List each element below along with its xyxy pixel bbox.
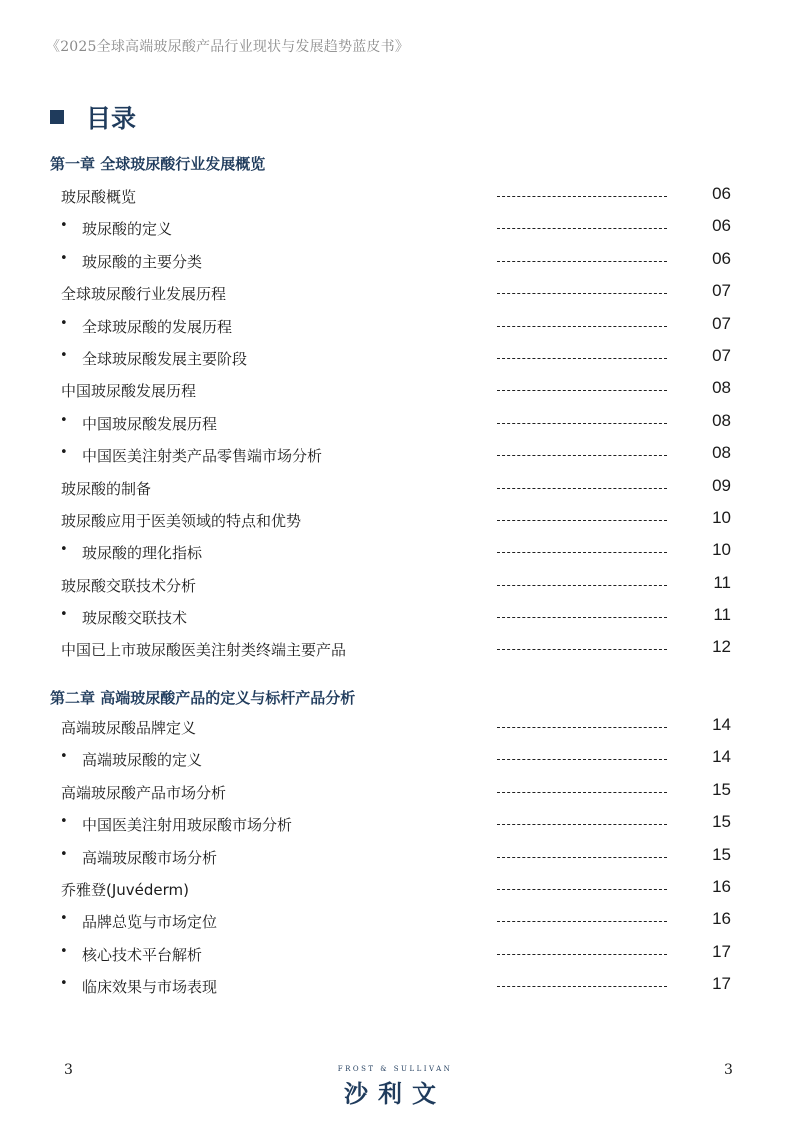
bullet-icon: • — [60, 250, 68, 266]
document-header: 《2025全球高端玻尿酸产品行业现状与发展趋势蓝皮书》 — [46, 39, 410, 55]
toc-entry-label: 玻尿酸应用于医美领域的特点和优势 — [61, 511, 302, 530]
toc-entry-page-number: 07 — [712, 281, 731, 301]
page-number-left: 3 — [64, 1062, 73, 1078]
toc-title: 目录 — [86, 104, 137, 133]
chapter-1-title: 第一章 全球玻尿酸行业发展概览 — [50, 155, 266, 173]
toc-entry[interactable] — [0, 602, 790, 634]
dot-leader — [497, 520, 667, 521]
dot-leader — [497, 390, 667, 391]
toc-entry[interactable] — [0, 440, 790, 472]
toc-entry[interactable] — [0, 278, 790, 310]
toc-entry-page-number: 09 — [712, 475, 731, 495]
toc-entry-page-number: 15 — [712, 844, 731, 864]
toc-entry-page-number: 15 — [712, 812, 731, 832]
toc-entry-page-number: 14 — [712, 715, 731, 734]
dot-leader — [497, 921, 667, 922]
toc-entry-page-number: 10 — [712, 540, 731, 560]
toc-entry-label: 中国医美注射用玻尿酸市场分析 — [82, 816, 293, 835]
toc-entry[interactable] — [0, 634, 790, 666]
dot-leader — [497, 649, 667, 650]
toc-entry-label: 玻尿酸概览 — [61, 188, 137, 206]
dot-leader — [497, 358, 667, 359]
dot-leader — [497, 488, 667, 489]
toc-entry-label: 玻尿酸的制备 — [61, 479, 152, 498]
dot-leader — [497, 727, 667, 728]
toc-entry-label: 玻尿酸的定义 — [82, 220, 173, 239]
bullet-icon: • — [60, 445, 68, 461]
dot-leader — [497, 585, 667, 586]
bullet-icon: • — [60, 347, 68, 363]
toc-entry-label: 临床效果与市场表现 — [82, 978, 218, 997]
toc-entry-label: 核心技术平台解析 — [82, 945, 203, 964]
toc-entry[interactable] — [0, 570, 790, 602]
toc-entry[interactable] — [0, 343, 790, 375]
toc-entry-page-number: 12 — [712, 637, 731, 657]
chapter-2-entries — [0, 712, 790, 1004]
toc-entry-page-number: 06 — [712, 248, 731, 268]
toc-entry-page-number: 11 — [713, 572, 731, 592]
toc-entry[interactable] — [0, 874, 790, 906]
toc-entry-label: 乔雅登(Juvéderm) — [61, 880, 190, 899]
frost-sullivan-logo — [330, 1065, 460, 1109]
toc-entry[interactable] — [0, 181, 790, 213]
toc-entry-label: 全球玻尿酸行业发展历程 — [61, 285, 227, 304]
dot-leader — [497, 792, 667, 793]
toc-entry-page-number: 11 — [713, 605, 731, 625]
dot-leader — [497, 954, 667, 955]
toc-entry[interactable] — [0, 809, 790, 841]
toc-entry-label: 中国玻尿酸发展历程 — [82, 414, 218, 433]
toc-entry-label: 中国玻尿酸发展历程 — [61, 382, 197, 401]
chapter-1-entries — [0, 181, 790, 667]
toc-entry-page-number: 06 — [712, 184, 731, 203]
chapter-2-title: 第二章 高端玻尿酸产品的定义与标杆产品分析 — [50, 689, 356, 707]
toc-entry-label: 玻尿酸的主要分类 — [82, 252, 203, 271]
toc-heading — [50, 100, 136, 134]
toc-entry[interactable] — [0, 842, 790, 874]
toc-entry-page-number: 16 — [712, 876, 731, 896]
toc-entry-label: 全球玻尿酸发展主要阶段 — [82, 349, 248, 368]
toc-entry[interactable] — [0, 712, 790, 744]
logo-chinese-text: 沙利文 — [344, 1080, 446, 1108]
toc-entry-label: 高端玻尿酸的定义 — [82, 751, 203, 770]
dot-leader — [497, 455, 667, 456]
bullet-icon: • — [60, 943, 68, 959]
toc-entry-label: 高端玻尿酸产品市场分析 — [61, 783, 227, 802]
dot-leader — [497, 196, 667, 197]
dot-leader — [497, 759, 667, 760]
toc-entry-label: 中国已上市玻尿酸医美注射类终端主要产品 — [61, 641, 347, 660]
square-bullet-icon — [50, 110, 64, 124]
toc-entry-page-number: 16 — [712, 909, 731, 929]
logo-english-text: FROST & SULLIVAN — [337, 1065, 453, 1073]
toc-entry[interactable] — [0, 537, 790, 569]
bullet-icon: • — [60, 846, 68, 862]
toc-entry[interactable] — [0, 777, 790, 809]
bullet-icon: • — [60, 814, 68, 830]
dot-leader — [497, 824, 667, 825]
toc-entry-page-number: 08 — [712, 410, 731, 430]
toc-entry-page-number: 10 — [712, 507, 731, 527]
toc-entry-label: 玻尿酸交联技术 — [82, 609, 188, 628]
toc-entry-page-number: 08 — [712, 378, 731, 398]
dot-leader — [497, 617, 667, 618]
dot-leader — [497, 857, 667, 858]
toc-entry[interactable] — [0, 906, 790, 938]
dot-leader — [497, 889, 667, 890]
toc-entry-page-number: 08 — [712, 443, 731, 463]
dot-leader — [497, 261, 667, 262]
toc-entry[interactable] — [0, 744, 790, 776]
toc-entry[interactable] — [0, 311, 790, 343]
toc-entry[interactable] — [0, 939, 790, 971]
toc-entry-page-number: 07 — [712, 345, 731, 365]
toc-entry[interactable] — [0, 375, 790, 407]
toc-entry-page-number: 17 — [712, 941, 731, 961]
toc-entry-label: 高端玻尿酸品牌定义 — [61, 719, 197, 737]
toc-entry-label: 玻尿酸交联技术分析 — [61, 576, 197, 595]
toc-entry[interactable] — [0, 408, 790, 440]
bullet-icon: • — [60, 976, 68, 992]
bullet-icon: • — [60, 607, 68, 623]
toc-entry-page-number: 14 — [712, 747, 731, 767]
toc-entry-page-number: 06 — [712, 216, 731, 236]
bullet-icon: • — [60, 412, 68, 428]
dot-leader — [497, 293, 667, 294]
toc-entry-label: 品牌总览与市场定位 — [82, 913, 218, 932]
dot-leader — [497, 423, 667, 424]
dot-leader — [497, 326, 667, 327]
toc-entry-label: 中国医美注射类产品零售端市场分析 — [82, 447, 323, 466]
bullet-icon: • — [60, 542, 68, 558]
dot-leader — [497, 228, 667, 229]
bullet-icon: • — [60, 218, 68, 234]
page-number-right: 3 — [724, 1062, 733, 1078]
dot-leader — [497, 552, 667, 553]
toc-entry-page-number: 17 — [712, 974, 731, 994]
toc-entry[interactable] — [0, 505, 790, 537]
toc-entry-page-number: 07 — [712, 313, 731, 333]
toc-entry[interactable] — [0, 473, 790, 505]
toc-entry-label: 玻尿酸的理化指标 — [82, 544, 203, 563]
toc-entry[interactable] — [0, 246, 790, 278]
toc-entry[interactable] — [0, 971, 790, 1003]
bullet-icon: • — [60, 749, 68, 765]
dot-leader — [497, 986, 667, 987]
toc-entry-page-number: 15 — [712, 779, 731, 799]
bullet-icon: • — [60, 315, 68, 331]
toc-entry[interactable] — [0, 213, 790, 245]
toc-entry-label: 高端玻尿酸市场分析 — [82, 848, 218, 867]
toc-entry-label: 全球玻尿酸的发展历程 — [82, 317, 233, 336]
bullet-icon: • — [60, 911, 68, 927]
